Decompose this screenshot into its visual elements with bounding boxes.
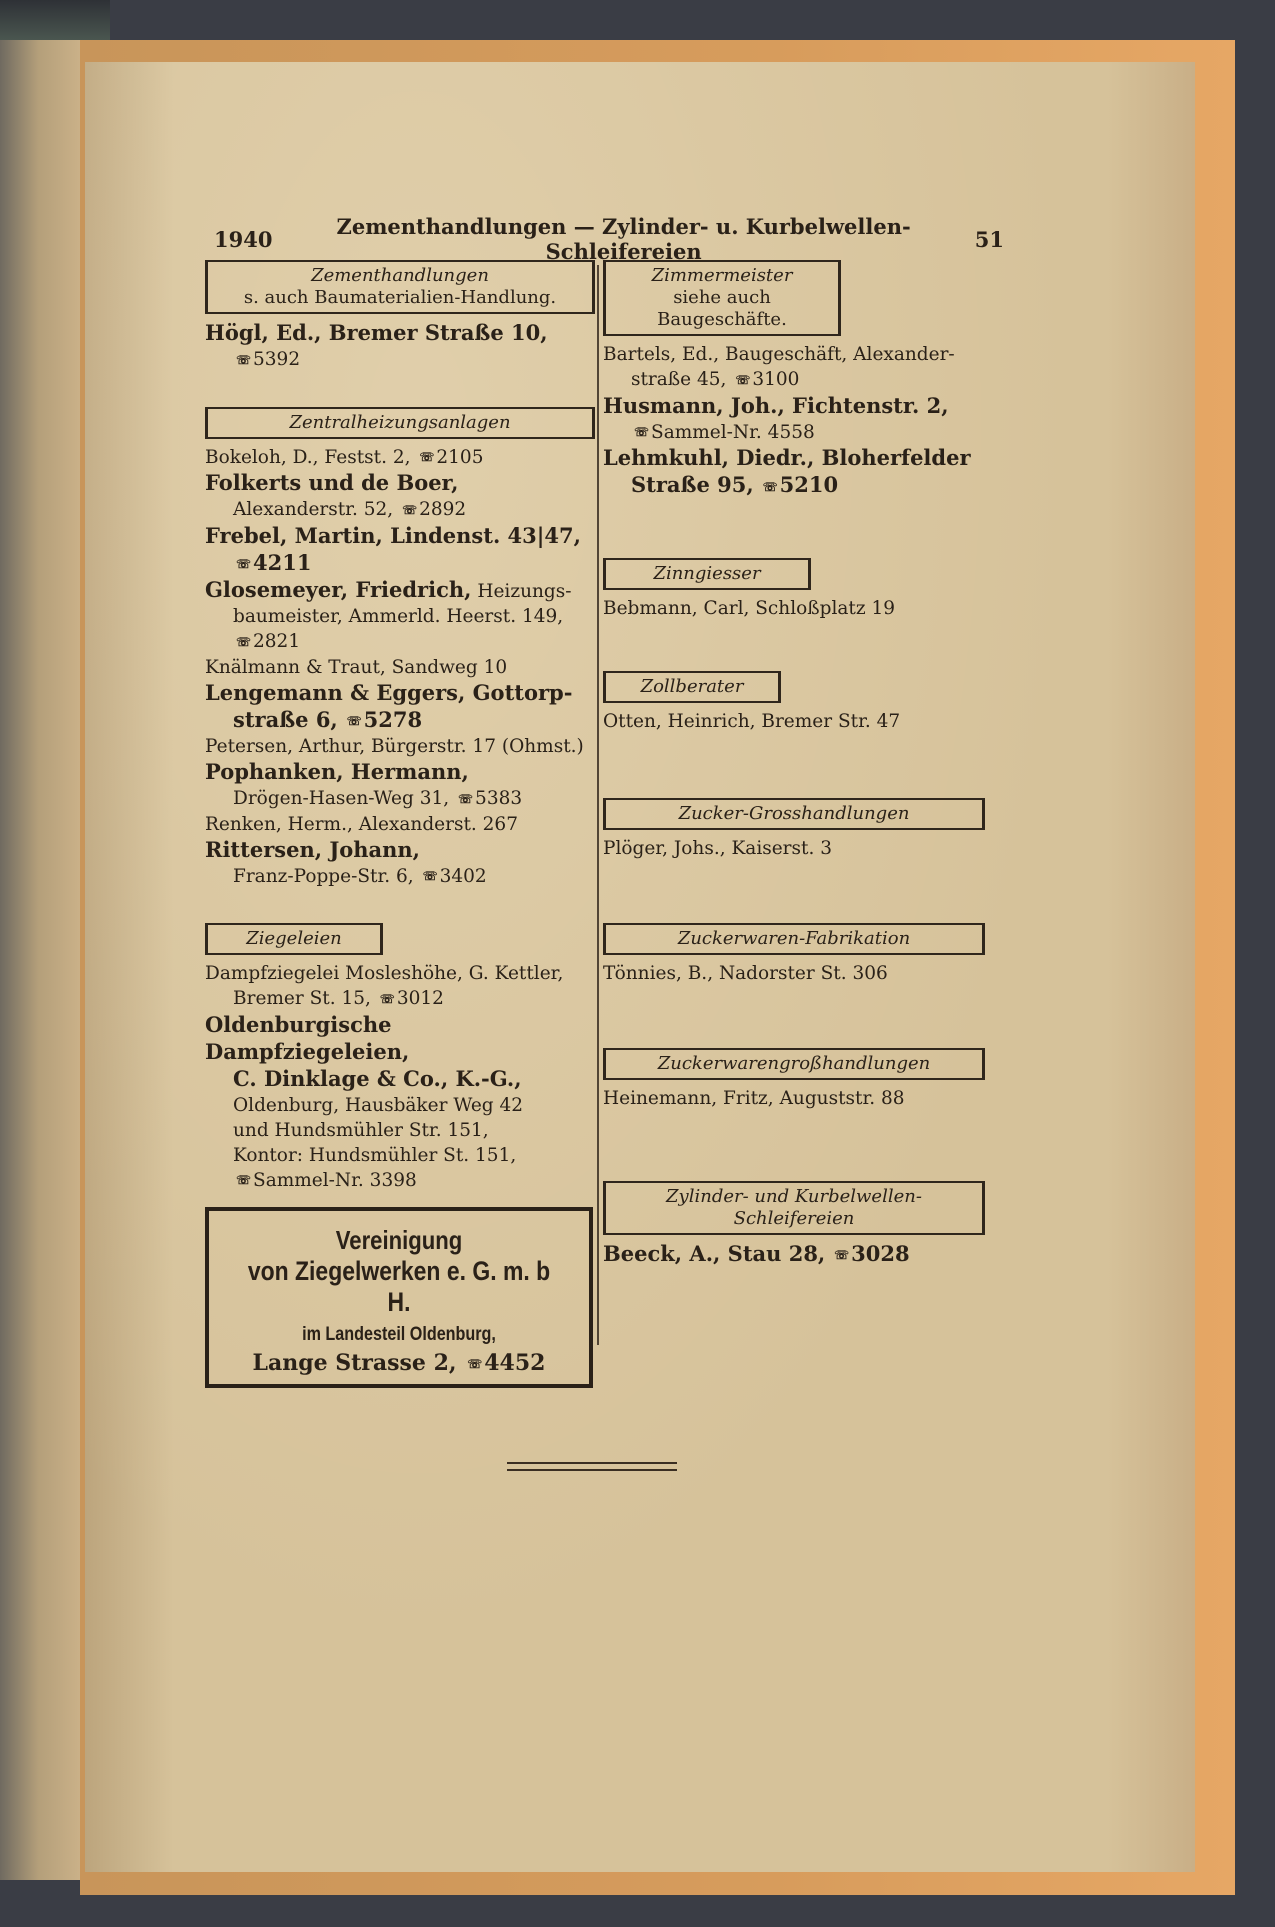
entry-address: straße 45, (631, 369, 727, 390)
page-number-left: 1940 (214, 226, 273, 252)
section-subtitle: s. auch Baumaterialien-Handlung. (243, 287, 557, 308)
entry-address: Drögen-Hasen-Weg 31, (233, 788, 450, 809)
list-item (603, 596, 995, 621)
telephone-icon: ☏ (634, 425, 649, 439)
entry-name: Högl, Ed., Bremer Straße 10, (205, 320, 548, 345)
left-column (205, 260, 595, 1388)
entry-name: Lehmkuhl, Diedr., Bloherfelder (603, 445, 971, 470)
entry-address: Oldenburg, Hausbäker Weg 42 (233, 1094, 524, 1116)
list-item (205, 470, 595, 523)
end-rule (507, 1462, 677, 1464)
phone-number: 3028 (851, 1240, 910, 1266)
section-heading-zylinder-schleifereien (603, 1181, 985, 1235)
entry-address: Kontor: Hundsmühler St. 151, (233, 1144, 517, 1166)
entry-text: Renken, Herm., Alexanderst. 267 (205, 813, 518, 835)
section-subtitle: siehe auch Baugeschäfte. (657, 287, 787, 330)
ad-line (213, 1350, 585, 1376)
list-item (205, 961, 595, 1012)
list-item (205, 759, 595, 812)
phone-number: Sammel-Nr. 4558 (651, 421, 815, 443)
telephone-icon: ☏ (419, 450, 434, 464)
section-title: Zimmermeister (651, 265, 793, 286)
phone-number: Sammel-Nr. 3398 (253, 1169, 417, 1191)
phone-number: 5210 (779, 472, 839, 497)
telephone-icon: ☏ (458, 791, 473, 806)
section-heading-ziegeleien (205, 923, 383, 955)
ad-line: von Ziegelwerken e. G. m. b H. (247, 1256, 551, 1317)
section-heading-zuckerwaren-fabrikation (603, 923, 985, 955)
ad-address: Lange Strasse 2, (252, 1350, 457, 1376)
telephone-icon: ☏ (422, 869, 437, 883)
phone-number: 2105 (436, 446, 484, 468)
entry-text: Heizungs- (477, 581, 572, 602)
section-title: Zentralheizungsanlagen (289, 411, 511, 433)
entry-name: Frebel, Martin, Lindenst. 43|47, (205, 522, 581, 548)
section-title: Schleifereien (733, 1207, 855, 1229)
section-title: Zementhandlungen (311, 265, 489, 286)
telephone-icon: ☏ (236, 352, 251, 367)
list-item (205, 812, 595, 837)
list-item (205, 523, 595, 578)
entry-text: Otten, Heinrich, Bremer Str. 47 (603, 710, 901, 732)
list-item (205, 577, 595, 655)
phone-number: 3012 (396, 988, 444, 1009)
section-heading-zimmermeister (603, 260, 841, 336)
phone-number: 5392 (253, 349, 301, 370)
list-item (603, 961, 995, 986)
telephone-icon: ☏ (762, 479, 777, 494)
entry-text: Tönnies, B., Nadorster St. 306 (603, 962, 888, 984)
page-title: Zementhandlungen — Zylinder- u. Kurbelwellen-Schleifereien (336, 214, 911, 264)
list-item (603, 709, 995, 734)
list-item (205, 655, 595, 680)
entry-address: und Hundsmühler Str. 151, (233, 1119, 489, 1141)
section-title: Zylinder- und Kurbelwellen- (666, 1185, 922, 1207)
phone-number: 3402 (439, 865, 487, 887)
telephone-icon: ☏ (236, 634, 251, 649)
entry-text: Knälmann & Traut, Sandweg 10 (205, 656, 508, 678)
list-item (205, 320, 595, 373)
telephone-icon: ☏ (467, 1357, 482, 1371)
list-item (205, 837, 595, 890)
entry-address: Straße 95, (631, 472, 754, 497)
entry-address: Bremer St. 15, (233, 988, 371, 1009)
end-rule (507, 1469, 677, 1471)
list-item (603, 445, 995, 500)
list-item (603, 393, 995, 446)
section-title: Zollberater (640, 675, 744, 697)
list-item (205, 1012, 595, 1194)
telephone-icon: ☏ (346, 714, 361, 728)
entry-name: Beeck, A., Stau 28, (603, 1240, 826, 1266)
list-item (603, 1241, 995, 1269)
entry-name: Folkerts und de Boer, (205, 470, 459, 495)
advertisement-box (205, 1207, 593, 1388)
page-number-right: 51 (974, 226, 1004, 252)
phone-number: 2892 (419, 499, 467, 520)
telephone-icon: ☏ (236, 1173, 251, 1187)
page-header (214, 214, 1004, 264)
section-title: Zinngiesser (653, 562, 761, 584)
entry-name: Rittersen, Johann, (205, 836, 420, 862)
phone-number: 5383 (475, 788, 523, 809)
entry-text: Bebmann, Carl, Schloßplatz 19 (603, 597, 896, 619)
entry-address: Franz-Poppe-Str. 6, (233, 865, 414, 887)
phone-number: 5278 (363, 706, 423, 732)
entry-text: Plöger, Johs., Kaiserst. 3 (603, 837, 832, 859)
entry-text: Dampfziegelei Mosleshöhe, G. Kettler, (205, 963, 564, 984)
section-title: Zuckerwarengroßhandlungen (657, 1052, 931, 1074)
entry-text: Petersen, Arthur, Bürgerstr. 17 (Ohmst.) (205, 736, 584, 757)
entry-name: Lengemann & Eggers, Gottorp- (205, 679, 573, 705)
section-title: Zucker-Grosshandlungen (678, 802, 910, 824)
entry-address: baumeister, Ammerld. Heerst. 149, (233, 606, 564, 627)
list-item (205, 680, 595, 735)
phone-number: 2821 (253, 631, 301, 652)
section-heading-zinngiesser (603, 558, 811, 590)
telephone-icon: ☏ (379, 991, 394, 1006)
entry-name: C. Dinklage & Co., K.-G., (233, 1065, 522, 1091)
section-title: Zuckerwaren-Fabrikation (677, 927, 911, 949)
entry-name: Husmann, Joh., Fichtenstr. 2, (603, 392, 949, 418)
list-item (603, 1086, 995, 1111)
entry-name: Pophanken, Hermann, (205, 759, 469, 784)
section-heading-zuckerwarengrosshandlungen (603, 1048, 985, 1080)
list-item (205, 445, 595, 471)
entry-address: straße 6, (233, 706, 338, 732)
section-heading-zentralheizung (205, 407, 595, 439)
list-item (603, 342, 995, 393)
phone-number: 3100 (752, 369, 800, 390)
telephone-icon: ☏ (834, 1248, 849, 1262)
list-item (205, 734, 595, 759)
page-stack-edge (0, 40, 85, 1880)
section-title: Ziegeleien (246, 928, 342, 949)
section-heading-zucker-grosshandlungen (603, 798, 985, 830)
entry-name: Oldenburgische Dampfziegeleien, (205, 1011, 410, 1064)
entry-name: Glosemeyer, Friedrich, (205, 577, 472, 602)
telephone-icon: ☏ (735, 372, 750, 387)
entry-text: Bokeloh, D., Festst. 2, (205, 446, 411, 468)
section-heading-zementhandlungen (205, 260, 595, 314)
entry-address: Alexanderstr. 52, (233, 499, 394, 520)
phone-number: 4452 (484, 1350, 546, 1376)
right-column (603, 260, 995, 1268)
ad-line: im Landesteil Oldenburg, (302, 1324, 496, 1345)
telephone-icon: ☏ (236, 557, 251, 571)
ad-line: Vereinigung (335, 1225, 463, 1255)
section-heading-zollberater (603, 671, 781, 703)
column-divider (597, 265, 599, 1345)
telephone-icon: ☏ (402, 502, 417, 517)
phone-number: 4211 (253, 549, 312, 575)
list-item (603, 836, 995, 861)
entry-text: Heinemann, Fritz, Auguststr. 88 (603, 1087, 905, 1109)
entry-text: Bartels, Ed., Baugeschäft, Alexander- (603, 344, 955, 365)
